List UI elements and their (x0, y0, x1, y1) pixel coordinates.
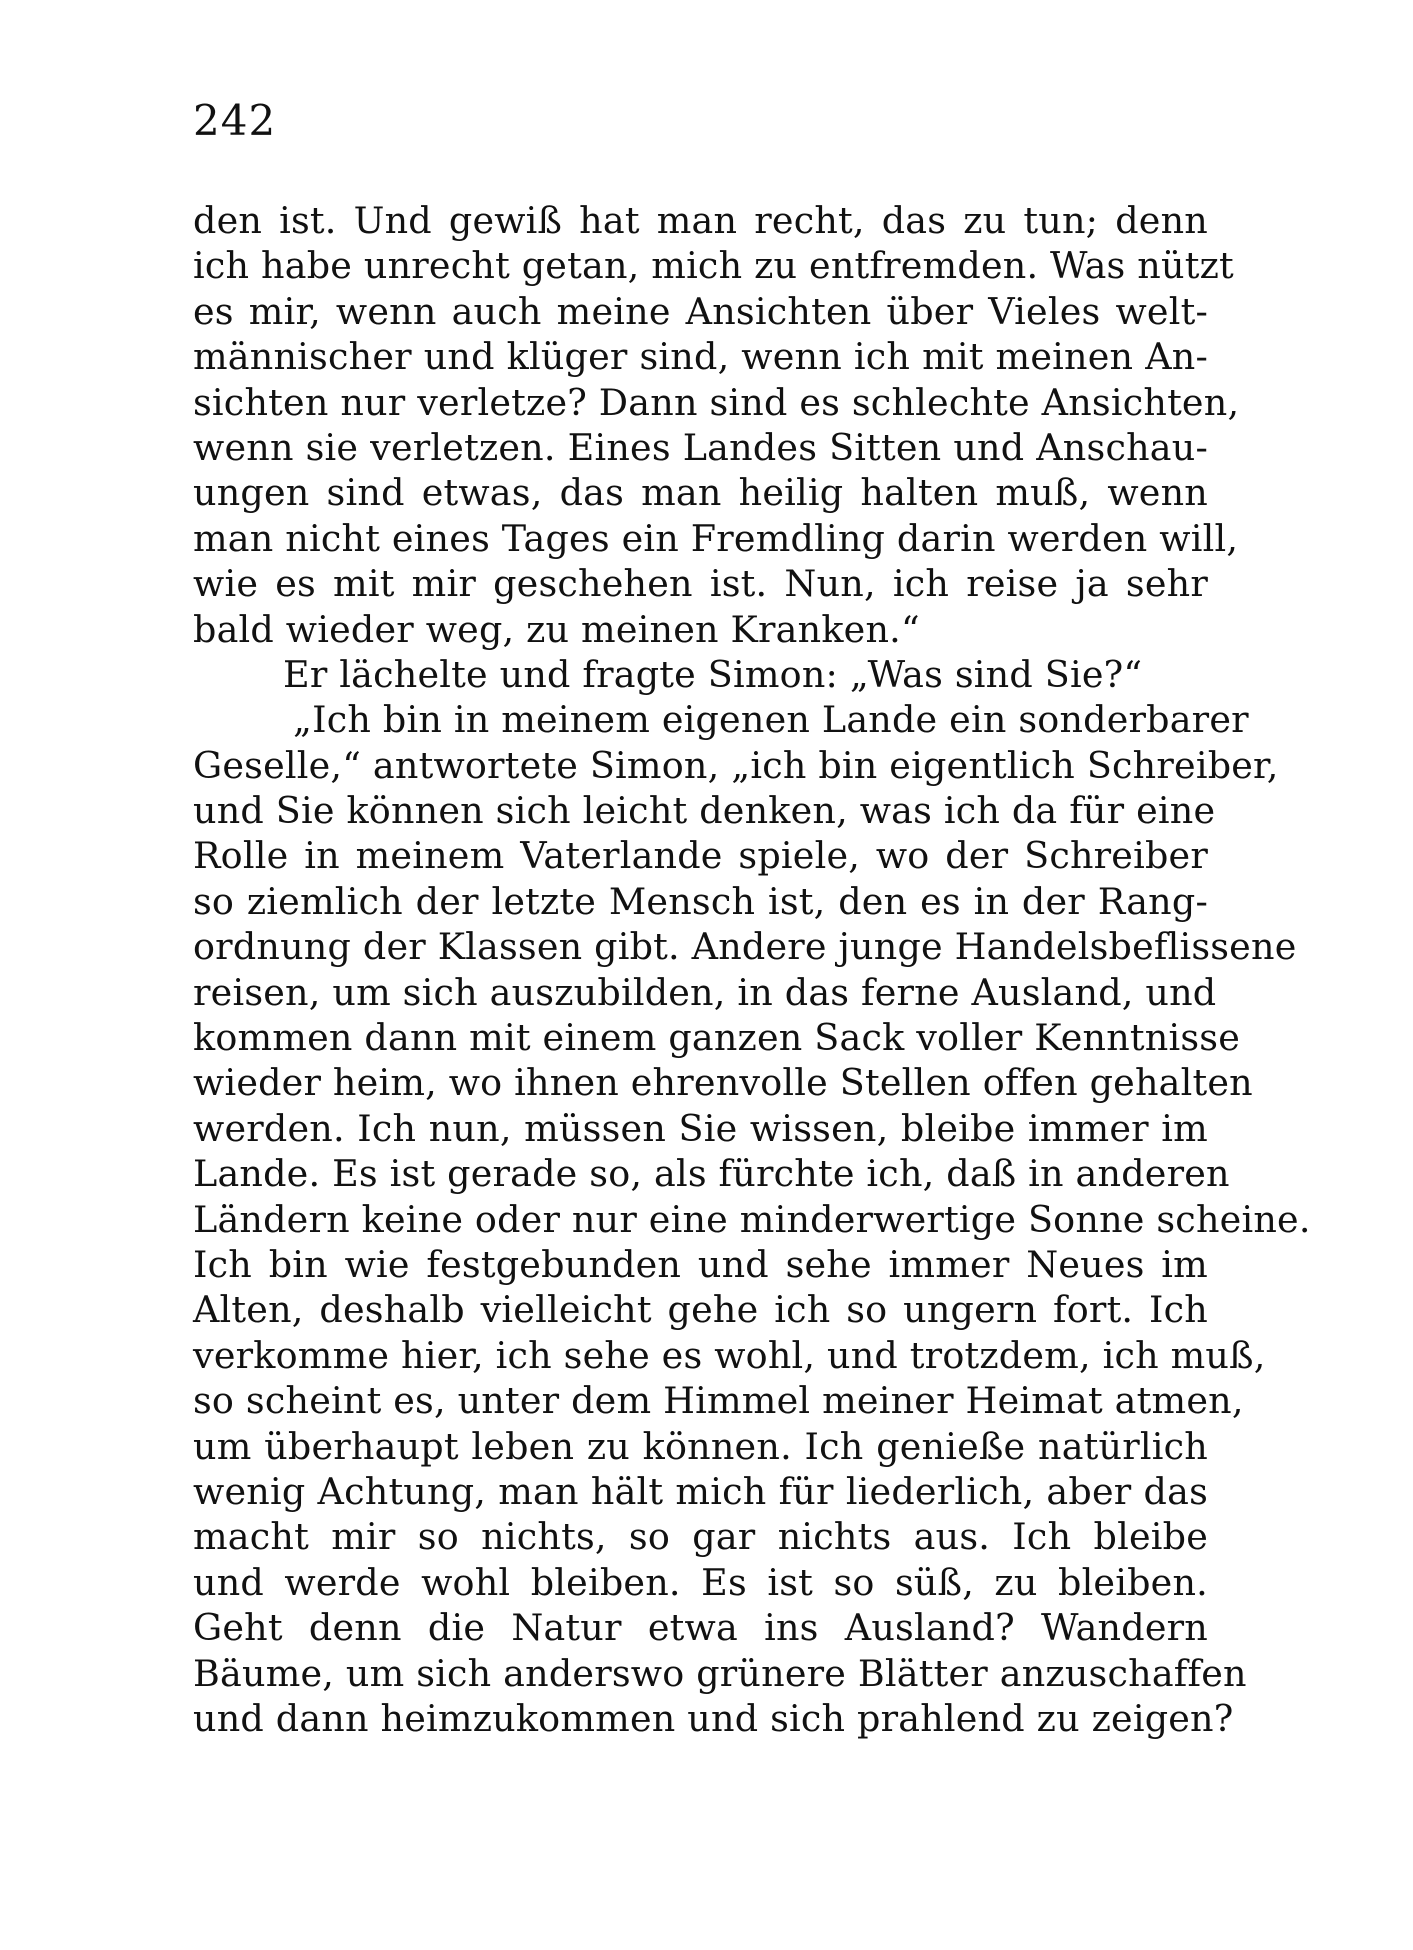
text-line: männischer und klüger sind, wenn ich mit meinen An- (193, 335, 1208, 379)
text-line: „Ich bin in meinem eigenen Lande ein sonderbarer (293, 698, 1249, 742)
body-text (193, 198, 1311, 1741)
text-line: Geht denn die Natur etwa ins Ausland? Wandern (193, 1606, 1208, 1650)
text-line: wenig Achtung, man hält mich für liederlich, aber das (193, 1469, 1208, 1513)
text-line: Lande. Es ist gerade so, als fürchte ich, daß in anderen (193, 1152, 1230, 1196)
page-number: 242 (193, 96, 277, 145)
text-line: wie es mit mir geschehen ist. Nun, ich reise ja sehr (193, 562, 1208, 606)
text-line: kommen dann mit einem ganzen Sack voller Kenntnisse (193, 1016, 1241, 1060)
text-line: Rolle in meinem Vaterlande spiele, wo der Schreiber (193, 834, 1208, 878)
text-line: den ist. Und gewiß hat man recht, das zu tun; denn (193, 199, 1208, 242)
text-line: wenn sie verletzen. Eines Landes Sitten und Anschau- (193, 425, 1208, 469)
text-line: man nicht eines Tages ein Fremdling darin werden will, (193, 516, 1239, 560)
text-line: Ich bin wie festgebunden und sehe immer Neues im (193, 1242, 1208, 1286)
text-line: ungen sind etwas, das man heilig halten muß, wenn (193, 471, 1208, 515)
text-line: werden. Ich nun, müssen Sie wissen, bleibe immer im (193, 1106, 1208, 1150)
text-line: um überhaupt leben zu können. Ich genieße natürlich (193, 1424, 1208, 1468)
text-line: Er lächelte und fragte Simon: „Was sind Sie?“ (283, 652, 1143, 696)
text-line: und dann heimzukommen und sich prahlend zu zeigen? (193, 1696, 1234, 1740)
text-line: Geselle,“ antwortete Simon, „ich bin eigentlich Schreiber, (193, 743, 1279, 787)
text-line: so scheint es, unter dem Himmel meiner Heimat atmen, (193, 1379, 1244, 1423)
text-line: und Sie können sich leicht denken, was ich da für eine (193, 789, 1216, 833)
text-line: reisen, um sich auszubilden, in das ferne Ausland, und (193, 970, 1217, 1014)
text-line: ordnung der Klassen gibt. Andere junge Handelsbeflissene (193, 925, 1297, 969)
text-line: so ziemlich der letzte Mensch ist, den es in der Rang- (193, 879, 1208, 923)
text-line: bald wieder weg, zu meinen Kranken.“ (193, 607, 920, 651)
text-line: wieder heim, wo ihnen ehrenvolle Stellen offen gehalten (193, 1061, 1253, 1105)
text-line: verkomme hier, ich sehe es wohl, und trotzdem, ich muß, (193, 1333, 1266, 1377)
text-line: und werde wohl bleiben. Es ist so süß, zu bleiben. (193, 1560, 1208, 1604)
text-line: sichten nur verletze? Dann sind es schlechte Ansichten, (193, 380, 1240, 424)
text-line: Alten, deshalb vielleicht gehe ich so ungern fort. Ich (193, 1288, 1208, 1332)
text-line: ich habe unrecht getan, mich zu entfremden. Was nützt (193, 244, 1234, 288)
text-line: Ländern keine oder nur eine minderwertige Sonne scheine. (193, 1197, 1311, 1241)
text-line: Bäume, um sich anderswo grünere Blätter anzuschaffen (193, 1651, 1247, 1695)
text-line: macht mir so nichts, so gar nichts aus. Ich bleibe (193, 1515, 1208, 1559)
text-line: es mir, wenn auch meine Ansichten über Vieles welt- (193, 289, 1208, 333)
